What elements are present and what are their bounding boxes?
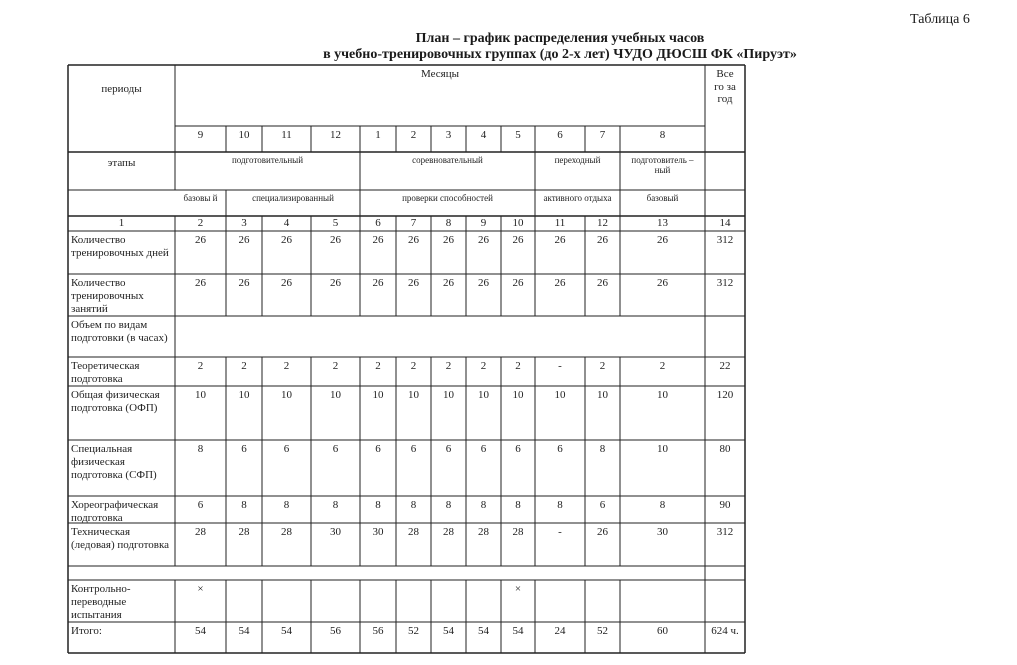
column-number: 14 [719, 217, 731, 229]
month-number: 4 [480, 129, 487, 141]
column-number: 6 [375, 217, 381, 229]
value-cell: 8 [241, 499, 247, 511]
substage-label: проверки способностей [402, 193, 493, 203]
value-cell: 6 [197, 499, 204, 511]
value-cell: 10 [408, 389, 419, 401]
substage-label: базовы й [183, 193, 218, 203]
value-cell: 8 [659, 499, 666, 511]
value-cell: 6 [241, 443, 247, 455]
value-cell: 26 [554, 234, 566, 246]
month-number: 12 [330, 129, 341, 141]
row-label: Хореографическая подготовка [71, 499, 159, 524]
value-cell: 2 [480, 360, 487, 372]
column-number: 5 [332, 217, 339, 229]
value-cell: 26 [512, 277, 524, 289]
month-number: 11 [281, 129, 292, 141]
value-cell: 6 [557, 443, 563, 455]
month-number: 2 [410, 129, 417, 141]
value-cell: 54 [478, 625, 489, 637]
value-cell: 8 [375, 499, 381, 511]
row-label: Техническая (ледовая) подготовка [71, 526, 170, 551]
value-cell: 26 [443, 234, 454, 246]
value-cell: 30 [330, 526, 341, 538]
value-cell: 8 [283, 499, 290, 511]
month-number: 9 [197, 129, 204, 141]
value-cell: 6 [375, 443, 381, 455]
value-cell: 6 [283, 443, 290, 455]
value-cell: 8 [480, 499, 487, 511]
value-cell: 26 [238, 277, 250, 289]
column-number: 11 [554, 217, 566, 229]
column-number: 7 [410, 217, 417, 229]
value-cell: 2 [515, 360, 521, 372]
value-cell: 54 [195, 625, 206, 637]
value-cell: 10 [238, 389, 250, 401]
row-label: Специальная физическая подготовка (СФП) [71, 443, 157, 481]
value-cell: 26 [372, 277, 384, 289]
row-label: Объем по видам подготовки (в часах) [71, 319, 168, 344]
value-cell: 10 [512, 389, 524, 401]
column-number: 2 [197, 217, 204, 229]
column-number: 4 [283, 217, 290, 229]
substage-label: базовый [646, 193, 679, 203]
value-cell: 8 [197, 443, 204, 455]
stage-label: подготовитель – ный [631, 155, 694, 175]
value-cell: 10 [478, 389, 489, 401]
value-cell: 26 [478, 277, 489, 289]
value-cell: 10 [657, 389, 668, 401]
row-label: Теоретическая подготовка [71, 360, 140, 385]
value-cell: 28 [478, 526, 489, 538]
value-cell: 80 [719, 443, 731, 455]
value-cell: 90 [719, 499, 731, 511]
value-cell: 6 [410, 443, 417, 455]
value-cell: 26 [597, 526, 608, 538]
column-number: 1 [118, 217, 125, 229]
value-cell: 10 [554, 389, 566, 401]
value-cell: 54 [512, 625, 524, 637]
stage-label: переходный [554, 155, 601, 165]
column-number: 13 [657, 217, 668, 229]
month-number: 10 [238, 129, 250, 141]
value-cell: × [197, 583, 204, 595]
document-subtitle: в учебно-тренировочных группах (до 2-х лет) ЧУДО ДЮСШ ФК «Пируэт» [323, 47, 797, 62]
value-cell: - [558, 526, 562, 538]
value-cell: 26 [657, 234, 668, 246]
month-number: 8 [659, 129, 666, 141]
column-number: 3 [241, 217, 247, 229]
value-cell: 2 [375, 360, 381, 372]
header-stages: этапы [107, 157, 136, 169]
value-cell: 8 [445, 499, 452, 511]
value-cell: 54 [281, 625, 292, 637]
value-cell: 60 [657, 625, 668, 637]
value-cell: 312 [716, 526, 734, 538]
substage-label: специализированный [252, 193, 334, 203]
value-cell: 6 [445, 443, 452, 455]
value-cell: 26 [512, 234, 524, 246]
header-periods: периоды [101, 83, 142, 95]
row-label: Контрольно-переводные испытания [71, 583, 131, 621]
value-cell: 120 [716, 389, 734, 401]
value-cell: 52 [408, 625, 419, 637]
value-cell: 312 [716, 234, 734, 246]
value-cell: 8 [599, 443, 606, 455]
value-cell: 10 [443, 389, 454, 401]
row-label: Общая физическая подготовка (ОФП) [71, 389, 160, 414]
month-number: 5 [515, 129, 521, 141]
value-cell: - [558, 360, 562, 372]
value-cell: 54 [238, 625, 250, 637]
value-cell: 26 [195, 234, 206, 246]
value-cell: 30 [372, 526, 384, 538]
value-cell: 30 [657, 526, 668, 538]
value-cell: 8 [410, 499, 417, 511]
value-cell: 10 [597, 389, 608, 401]
value-cell: 312 [716, 277, 734, 289]
value-cell: 26 [408, 277, 419, 289]
value-cell: 10 [330, 389, 341, 401]
value-cell: 10 [281, 389, 292, 401]
value-cell: 28 [512, 526, 524, 538]
value-cell: 8 [332, 499, 339, 511]
value-cell: 8 [515, 499, 521, 511]
value-cell: 6 [480, 443, 487, 455]
value-cell: 52 [597, 625, 608, 637]
value-cell: 6 [332, 443, 339, 455]
value-cell: 28 [281, 526, 292, 538]
value-cell: 2 [332, 360, 339, 372]
value-cell: 26 [597, 277, 608, 289]
value-cell: 2 [283, 360, 290, 372]
value-cell: 26 [330, 234, 341, 246]
value-cell: 28 [408, 526, 419, 538]
value-cell: 24 [554, 625, 566, 637]
value-cell: 56 [372, 625, 384, 637]
stage-label: соревновательный [412, 155, 483, 165]
value-cell: 2 [445, 360, 452, 372]
table-number: Таблица 6 [910, 12, 970, 27]
month-number: 7 [599, 129, 606, 141]
value-cell: 624 ч. [711, 625, 739, 637]
row-label: Итого: [71, 625, 102, 637]
stage-label: подготовительный [231, 155, 304, 165]
row-label: Количество тренировочных дней [71, 234, 169, 259]
month-number: 6 [557, 129, 563, 141]
row-label: Количество тренировочных занятий [71, 277, 144, 315]
value-cell: 8 [557, 499, 563, 511]
value-cell: 22 [719, 360, 731, 372]
value-cell: 26 [597, 234, 608, 246]
value-cell: 26 [443, 277, 454, 289]
value-cell: 2 [599, 360, 606, 372]
value-cell: 2 [197, 360, 204, 372]
value-cell: 26 [281, 234, 292, 246]
value-cell: 6 [515, 443, 521, 455]
header-total: Все го за год [714, 68, 736, 105]
value-cell: 2 [410, 360, 417, 372]
value-cell: 26 [408, 234, 419, 246]
month-number: 3 [445, 129, 452, 141]
header-months: Месяцы [420, 68, 459, 80]
value-cell: 26 [195, 277, 206, 289]
value-cell: 2 [659, 360, 666, 372]
column-number: 8 [445, 217, 452, 229]
month-number: 1 [375, 129, 381, 141]
value-cell: 26 [554, 277, 566, 289]
value-cell: 28 [443, 526, 454, 538]
column-number: 9 [480, 217, 487, 229]
value-cell: 10 [657, 443, 668, 455]
value-cell: 2 [241, 360, 247, 372]
substage-label: активного отдыха [543, 193, 612, 203]
value-cell: 26 [372, 234, 384, 246]
value-cell: 10 [195, 389, 206, 401]
value-cell: 26 [281, 277, 292, 289]
column-number: 10 [512, 217, 524, 229]
value-cell: 26 [478, 234, 489, 246]
value-cell: 54 [443, 625, 454, 637]
value-cell: 56 [330, 625, 341, 637]
value-cell: 26 [657, 277, 668, 289]
value-cell: 26 [330, 277, 341, 289]
document-title: План – график распределения учебных часов [415, 31, 705, 46]
value-cell: × [514, 583, 522, 595]
value-cell: 10 [372, 389, 384, 401]
value-cell: 26 [238, 234, 250, 246]
column-number: 12 [597, 217, 608, 229]
value-cell: 28 [195, 526, 206, 538]
value-cell: 6 [599, 499, 606, 511]
value-cell: 28 [238, 526, 250, 538]
